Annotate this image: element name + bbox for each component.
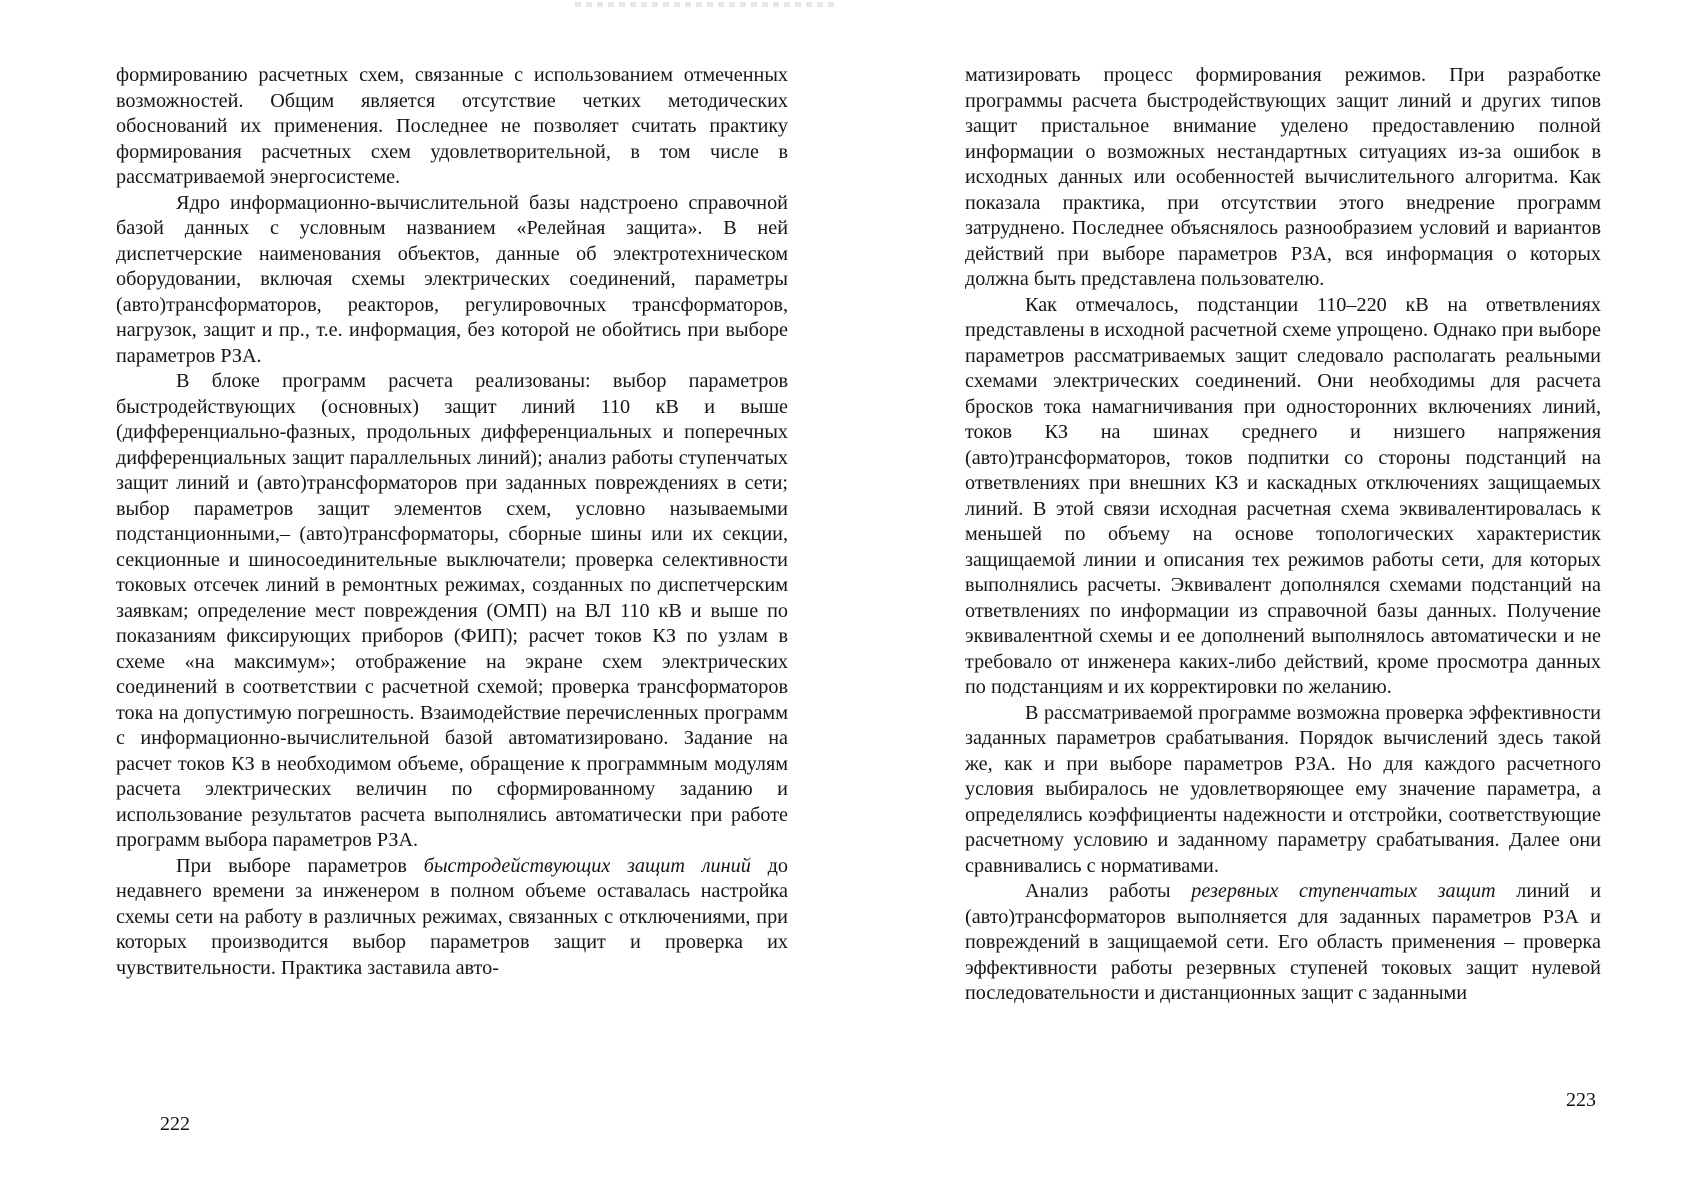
left-paragraph-4-end: до недавнего времени за инженером в полном объеме оставалась настройка схемы сети на работу в различных режимах, связанных с отключениями, при которых производится выбор параметров защит и проверка их чувствительности. Практика заставила авто-: [116, 854, 788, 979]
left-paragraph-4-italic-term: быстродействующих защит линий: [423, 854, 751, 877]
left-page-number: 222: [160, 1113, 190, 1135]
right-paragraph-3: В рассматриваемой программе возможна проверка эффективности заданных параметров срабатывания. Порядок вычислений здесь такой же, как и при выборе параметров РЗА. Но для каждого расчетного условия выбиралось не удовлетворяющее ему значение параметра, а определялись коэффициенты надежности и отстройки, соответствующие расчетному условию и заданному параметру срабатывания. Далее они сравнивались с нормативами.: [965, 701, 1601, 877]
left-text-column: [116, 63, 788, 981]
right-page: [843, 0, 1686, 1194]
right-page-number: 223: [1566, 1089, 1596, 1111]
left-paragraph-4: [116, 854, 788, 982]
right-paragraph-4-start: Анализ работы: [1025, 880, 1192, 902]
left-paragraph-4-start: При выборе параметров: [176, 854, 424, 877]
left-paragraph-1: формированию расчетных схем, связанные с использованием отмеченных возможностей. Общим является отсутствие четких методических обоснований их применения. Последнее не позволяет считать практику формирования расчетных схем удовлетворительной, в том числе в рассматриваемой энергосистеме.: [116, 64, 788, 188]
left-paragraph-3: В блоке программ расчета реализованы: выбор параметров быстродействующих (основных) защит линий 110 кВ и выше (дифференциально-фазных, продольных дифференциальных и поперечных дифференциальных защит параллельных линий); анализ работы ступенчатых защит линий и (авто)трансформаторов при заданных повреждениях в сети; выбор параметров защит элементов схем, условно называемыми подстанционными,– (авто)трансформаторы, сборные шины или их секции, секционные и шиносоединительные выключатели; проверка селективности токовых отсечек линий в ремонтных режимах, созданных по диспетчерским заявкам; определение мест повреждения (ОМП) на ВЛ 110 кВ и выше по показаниям фиксирующих приборов (ФИП); расчет токов КЗ по узлам в схеме «на максимум»; отображение на экране схем электрических соединений в соответствии с расчетной схемой; проверка трансформаторов тока на допустимую погрешность. Взаимодействие перечисленных программ с информационно-вычислительной базой автоматизировано. Задание на расчет токов КЗ в необходимом объеме, обращение к программным модулям расчета электрических величин по сформированному заданию и использование результатов расчета выполнялись автоматически при работе программ выбора параметров РЗА.: [116, 370, 788, 851]
left-paragraph-2: Ядро информационно-вычислительной базы надстроено справочной базой данных с условным названием «Релейная защита». В ней диспетчерские наименования объектов, данные об электротехническом оборудовании, включая схемы электрических соединений, параметры (авто)трансформаторов, реакторов, регулировочных трансформаторов, нагрузок, защит и пр., т.е. информация, без которой не обойтись при выборе параметров РЗА.: [116, 191, 788, 367]
right-paragraph-1: матизировать процесс формирования режимов. При разработке программы расчета быстродействующих защит линий и других типов защит пристальное внимание уделено предоставлению полной информации о возможных нестандартных ситуациях из-за ошибок в исходных данных или особенностей вычислительного алгоритма. Как показала практика, при отсутствии этого внедрение программ затруднено. Последнее объяснялось разнообразием условий и вариантов действий при выборе параметров РЗА, вся информация о которых должна быть представлена пользователю.: [965, 64, 1601, 290]
right-text-column: [965, 63, 1601, 1007]
right-paragraph-4-end: линий и (авто)трансформаторов выполняется для заданных параметров РЗА и повреждений в защищаемой сети. Его область применения – проверка эффективности работы резервных ступеней токовых защит нулевой последовательности и дистанционных защит с заданными: [965, 880, 1601, 1004]
right-paragraph-4: [965, 879, 1601, 1007]
right-paragraph-2: Как отмечалось, подстанции 110–220 кВ на ответвлениях представлены в исходной расчетной схеме упрощено. Однако при выборе параметров рассматриваемых защит следовало располагать реальными схемами электрических соединений. Они необходимы для расчета бросков тока намагничивания при односторонних включениях линий, токов КЗ на шинах среднего и низшего напряжения (авто)трансформаторов, токов подпитки со стороны подстанций на ответвлениях при внешних КЗ и каскадных отключениях защищаемых линий. В этой связи исходная расчетная схема эквивалентировалась к меньшей по объему на основе топологических характеристик защищаемой линии и описания тех режимов работы сети, для которых выполнялись расчеты. Эквивалент дополнялся схемами подстанций на ответвлениях по информации из справочной базы данных. Получение эквивалентной схемы и ее дополнений выполнялось автоматически и не требовало от инженера каких-либо действий, кроме просмотра данных по подстанциям и их корректировки по желанию.: [965, 293, 1601, 698]
right-paragraph-4-italic-term: резервных ступенчатых защит: [1191, 880, 1496, 902]
